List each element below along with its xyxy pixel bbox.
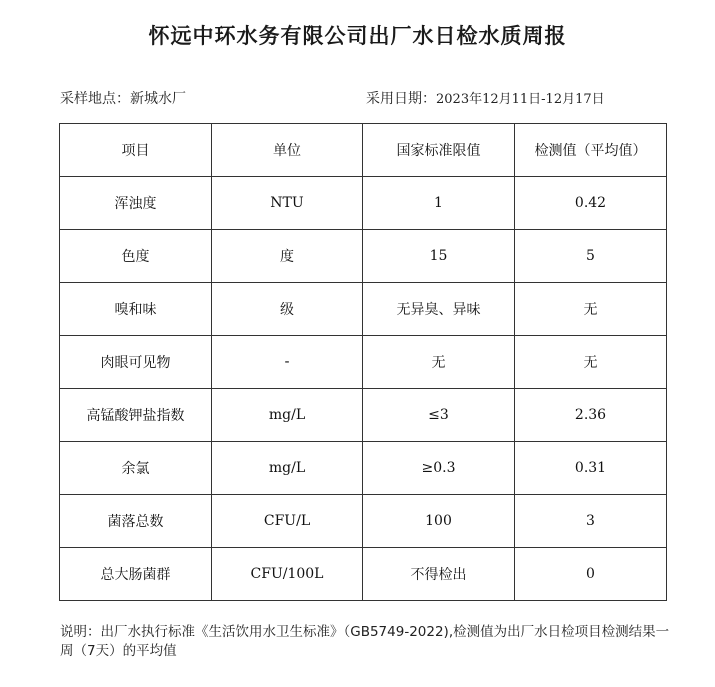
header-limit: 国家标准限值: [363, 124, 515, 177]
cell-value: 0.42: [515, 177, 667, 230]
table-header-row: [60, 124, 667, 177]
cell-unit: CFU/100L: [212, 548, 363, 601]
table-row: [60, 495, 667, 548]
table-row: [60, 283, 667, 336]
report-title: 怀远中环水务有限公司出厂水日检水质周报: [148, 24, 567, 48]
water-quality-table: [59, 123, 667, 601]
cell-unit: 度: [212, 230, 363, 283]
header-item: 项目: [60, 124, 212, 177]
cell-limit: 无异臭、异味: [363, 283, 515, 336]
cell-limit: ≥0.3: [363, 442, 515, 495]
cell-unit: mg/L: [212, 389, 363, 442]
cell-unit: mg/L: [212, 442, 363, 495]
table-row: [60, 442, 667, 495]
location-value: 新城水厂: [130, 91, 186, 107]
cell-value: 5: [515, 230, 667, 283]
cell-item: 色度: [60, 230, 212, 283]
date-label: 采用日期：: [366, 91, 436, 107]
table-row: [60, 389, 667, 442]
header-value: 检测值（平均值）: [515, 124, 667, 177]
cell-limit: 15: [363, 230, 515, 283]
location-label: 采样地点：: [60, 91, 130, 107]
cell-value: 0.31: [515, 442, 667, 495]
cell-item: 余氯: [60, 442, 212, 495]
cell-limit: 不得检出: [363, 548, 515, 601]
table-row: [60, 548, 667, 601]
cell-item: 高锰酸钾盐指数: [60, 389, 212, 442]
table-row: [60, 336, 667, 389]
cell-limit: 无: [363, 336, 515, 389]
cell-unit: NTU: [212, 177, 363, 230]
cell-unit: -: [212, 336, 363, 389]
date-value: 2023年12月11日-12月17日: [436, 92, 605, 107]
cell-value: 0: [515, 548, 667, 601]
sampling-date: [366, 88, 605, 108]
sampling-location: [60, 88, 186, 108]
table-row: [60, 230, 667, 283]
cell-item: 嗅和味: [60, 283, 212, 336]
cell-item: 浑浊度: [60, 177, 212, 230]
cell-unit: 级: [212, 283, 363, 336]
cell-limit: 100: [363, 495, 515, 548]
table-row: [60, 177, 667, 230]
cell-unit: CFU/L: [212, 495, 363, 548]
header-unit: 单位: [212, 124, 363, 177]
cell-limit: ≤3: [363, 389, 515, 442]
cell-item: 菌落总数: [60, 495, 212, 548]
explanatory-note: 说明：出厂水执行标准《生活饮用水卫生标准》（GB5749-2022),检测值为出厂水日检项目检测结果一周（7天）的平均值: [60, 624, 670, 659]
cell-value: 无: [515, 283, 667, 336]
cell-value: 无: [515, 336, 667, 389]
cell-item: 总大肠菌群: [60, 548, 212, 601]
cell-value: 2.36: [515, 389, 667, 442]
cell-value: 3: [515, 495, 667, 548]
cell-item: 肉眼可见物: [60, 336, 212, 389]
cell-limit: 1: [363, 177, 515, 230]
